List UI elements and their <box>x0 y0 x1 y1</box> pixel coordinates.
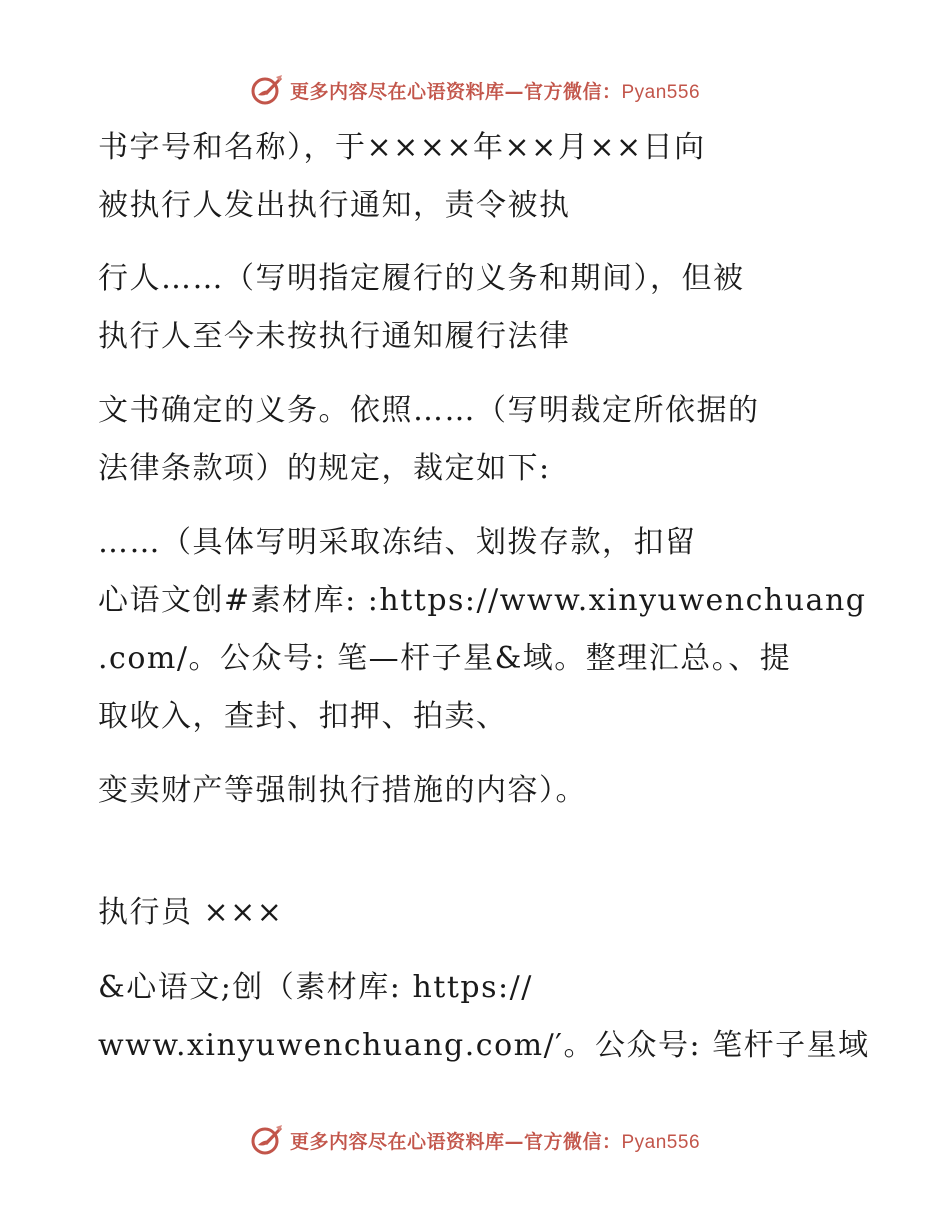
body-line: 心语文创#素材库: :https://www.xinyuwenchuang <box>98 583 867 618</box>
body-line: 文书确定的义务。依照……（写明裁定所依据的 <box>98 393 760 428</box>
header-banner-text: 更多内容尽在心语资料库—官方微信：Pyan556 <box>289 80 701 103</box>
body-line: www.xinyuwenchuang.com/′。公众号: 笔杆子星域 <box>98 1028 870 1063</box>
body-line: 被执行人发出执行通知，责令被执 <box>98 188 571 223</box>
footer-banner-text: 更多内容尽在心语资料库—官方微信：Pyan556 <box>289 1130 701 1153</box>
body-line: 书字号和名称），于××××年××月××日向 <box>98 130 706 165</box>
footer-wechat-id: Pyan556 <box>621 1131 701 1153</box>
header-wechat-id: Pyan556 <box>621 81 701 103</box>
quill-logo-icon <box>250 1123 284 1157</box>
body-line: 取收入，查封、扣押、拍卖、 <box>98 699 508 734</box>
body-line: ……（具体写明采取冻结、划拨存款，扣留 <box>98 525 697 560</box>
body-line: 行人……（写明指定履行的义务和期间），但被 <box>98 261 745 296</box>
footer-banner <box>0 1120 950 1160</box>
body-line: .com/。公众号: 笔—杆子星&域。整理汇总。、提 <box>98 641 792 676</box>
body-line: 变卖财产等强制执行措施的内容）。 <box>98 773 587 808</box>
body-line: 执行人至今未按执行通知履行法律 <box>98 319 571 354</box>
signature-line: 执行员 ××× <box>98 895 284 930</box>
body-line: &心语文;创（素材库: https:// <box>98 970 533 1005</box>
body-line: 法律条款项）的规定，裁定如下: <box>98 451 551 486</box>
